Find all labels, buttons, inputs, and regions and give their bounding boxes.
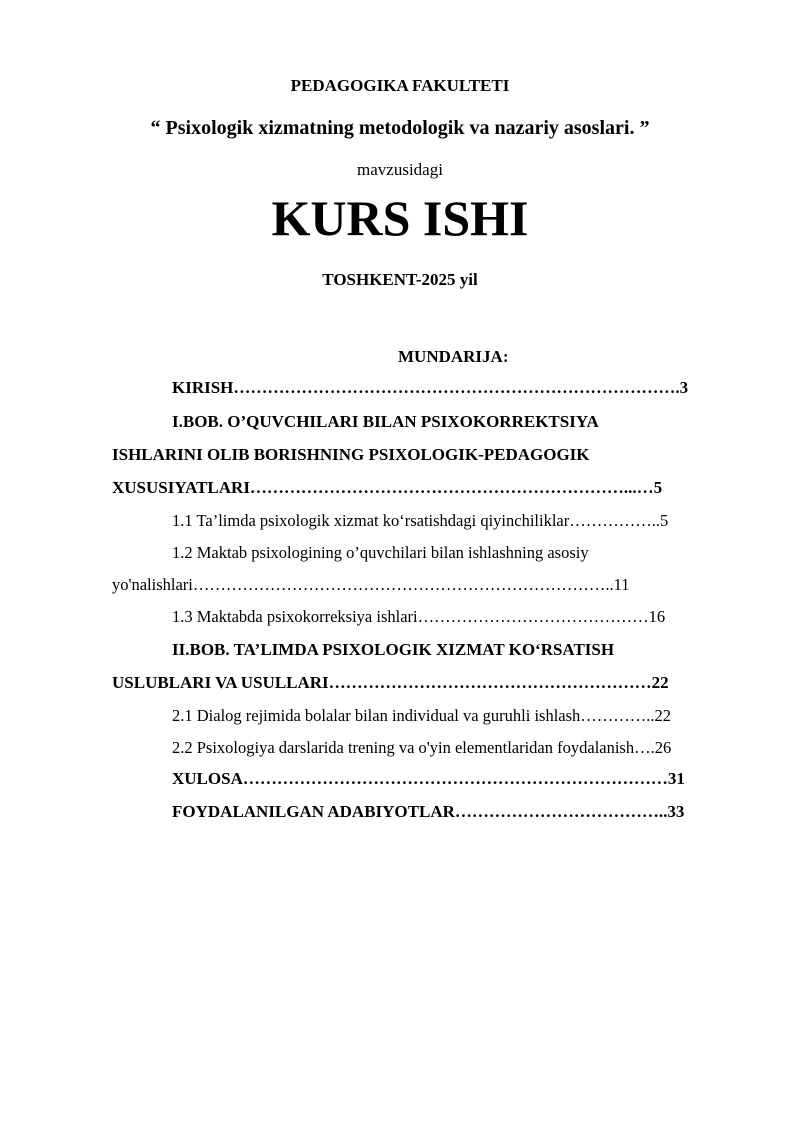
toc-entry-1-2: 1.2 Maktab psixologining o’quvchilari bilan ishlashning asosiy [172, 543, 589, 562]
toc-entry-2-2: 2.2 Psixologiya darslarida trening va o'yin elementlaridan foydalanish….26 [172, 738, 672, 757]
city-year: TOSHKENT-2025 yil [322, 270, 478, 289]
toc-entry-references: FOYDALANILGAN ADABIYOTLAR………………………………..33 [172, 802, 685, 821]
toc-entry-1-2-cont: yo'nalishlari…………………………………………………………………..11 [112, 575, 630, 594]
toc-entry-chapter-1-cont: ISHLARINI OLIB BORISHNING PSIXOLOGIK-PEDAGOGIK [112, 445, 590, 464]
toc-entry-kirish: KIRISH…………………………………………………………………….3 [172, 378, 689, 397]
toc-entry-chapter-2-end: USLUBLARI VA USULLARI…………………………………………………22 [112, 673, 669, 692]
toc-entry-chapter-1: I.BOB. O’QUVCHILARI BILAN PSIXOKORREKTSIYA [172, 412, 599, 431]
topic-subtitle: mavzusidagi [357, 160, 443, 179]
toc-entry-chapter-2: II.BOB. TA’LIMDA PSIXOLOGIK XIZMAT KOʻRSATISH [172, 640, 615, 659]
toc-entry-chapter-1-end: XUSUSIYATLARI…………………………………………………………...…5 [112, 478, 663, 497]
toc-entry-1-1: 1.1 Ta’limda psixologik xizmat koʻrsatishdagi qiyinchiliklar……………..5 [172, 511, 669, 530]
toc-entry-2-1: 2.1 Dialog rejimida bolalar bilan individual va guruhli ishlash…………..22 [172, 706, 672, 725]
course-topic: “ Psixologik xizmatning metodologik va nazariy asoslari. ” [150, 117, 650, 139]
toc-entry-1-3: 1.3 Maktabda psixokorreksiya ishlari……………………………………16 [172, 607, 666, 626]
faculty-name: PEDAGOGIKA FAKULTETI [290, 76, 510, 95]
toc-entry-xulosa: XULOSA…………………………………………………………………31 [172, 769, 685, 788]
toc-heading: MUNDARIJA: [398, 347, 509, 366]
document-type-title: KURS ISHI [271, 190, 529, 246]
